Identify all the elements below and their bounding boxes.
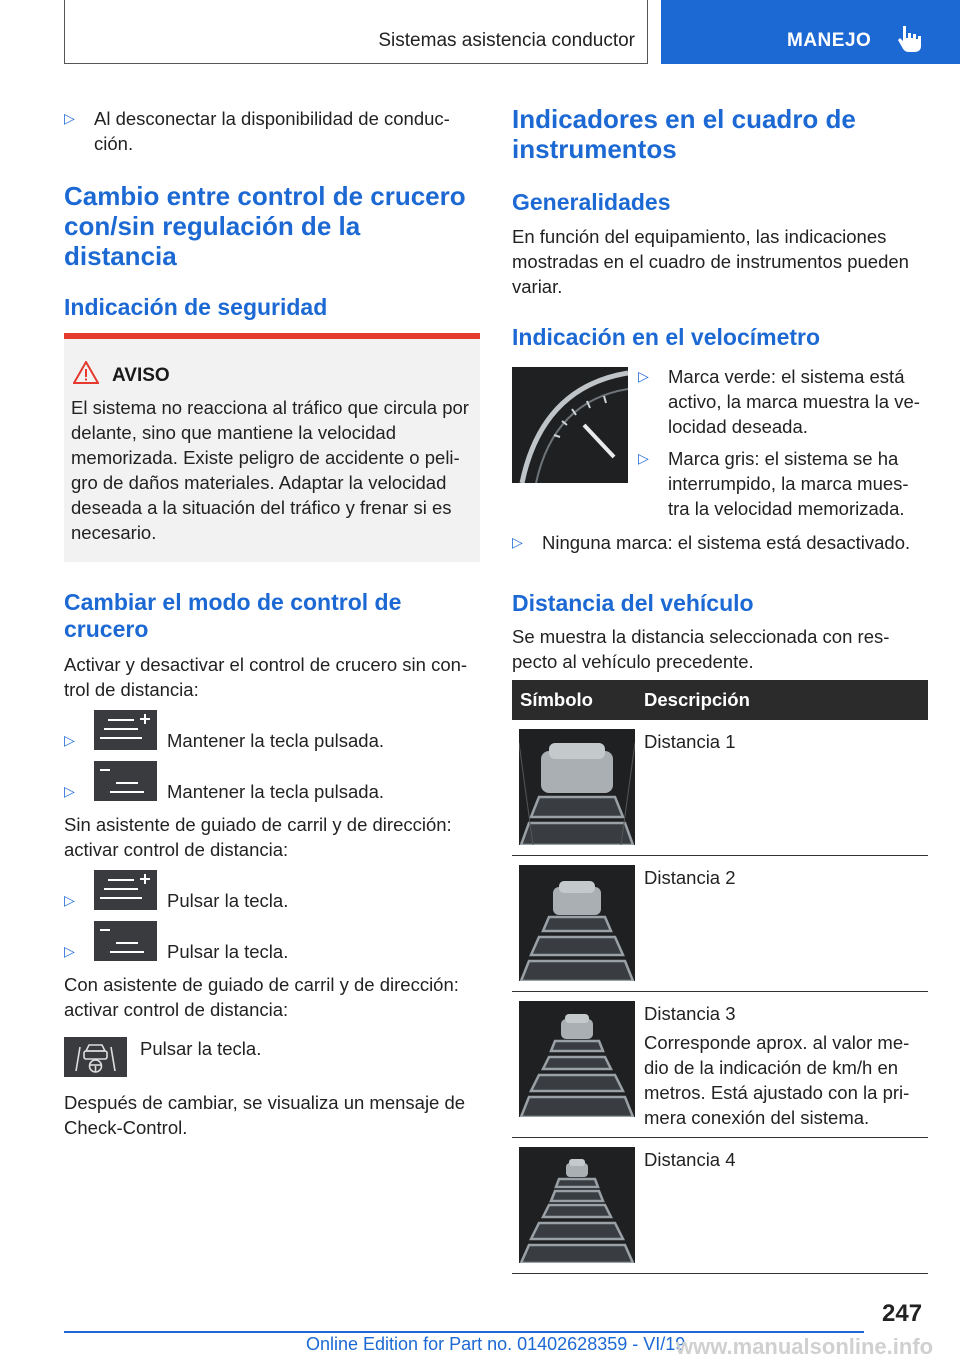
paragraph: Se muestra la distancia seleccionada con res-pecto al vehículo precedente. bbox=[512, 626, 890, 672]
warning-box bbox=[64, 333, 480, 562]
table-row bbox=[512, 1138, 928, 1274]
chapter-tab-label: MANEJO bbox=[787, 30, 872, 51]
item-text: Mantener la tecla pulsada. bbox=[167, 730, 384, 751]
subsection-heading: Cambiar el modo de control de crucero bbox=[64, 589, 402, 642]
section-heading: Indicadores en el cuadro de instrumentos bbox=[512, 104, 856, 164]
table-row bbox=[512, 720, 928, 856]
distance-2-image bbox=[519, 865, 635, 981]
header-section-box bbox=[64, 0, 648, 64]
bullet-text: Al desconectar la disponibilidad de conduc- ción. bbox=[94, 108, 450, 154]
row-note: Corresponde aprox. al valor me-dio de la indicación de km/h en metros. Está ajustado con la pri-mera conexión del sistema. bbox=[644, 1032, 910, 1128]
list-item bbox=[638, 446, 928, 521]
triangle-bullet-icon: ▷ bbox=[638, 368, 649, 384]
item-text: Pulsar la tecla. bbox=[167, 890, 289, 911]
row-title: Distancia 1 bbox=[644, 731, 736, 752]
column-header-symbol: Símbolo bbox=[520, 689, 593, 710]
footer-rule bbox=[64, 1331, 864, 1333]
distance-minus-button-icon bbox=[94, 921, 157, 961]
distance-1-image bbox=[519, 729, 635, 845]
warning-title: AVISO bbox=[112, 365, 170, 386]
triangle-bullet-icon: ▷ bbox=[64, 943, 75, 959]
column-header-description: Descripción bbox=[644, 689, 750, 710]
section-title: Sistemas asistencia conductor bbox=[378, 30, 635, 51]
paragraph: Activar y desactivar el control de crucero sin con-trol de distancia: bbox=[64, 654, 468, 700]
speedometer-image bbox=[512, 367, 628, 483]
chapter-tab[interactable] bbox=[661, 0, 960, 64]
triangle-bullet-icon: ▷ bbox=[64, 732, 75, 748]
subsection-heading: Generalidades bbox=[512, 189, 671, 215]
item-text: Pulsar la tecla. bbox=[167, 941, 289, 962]
page-number: 247 bbox=[882, 1300, 923, 1327]
distance-plus-button-icon bbox=[94, 870, 157, 910]
item-text: Pulsar la tecla. bbox=[140, 1038, 262, 1059]
warning-triangle-icon bbox=[73, 361, 99, 384]
paragraph: Sin asistente de guiado de carril y de dirección: activar control de distancia: bbox=[64, 814, 452, 860]
distance-4-image bbox=[519, 1147, 635, 1263]
subsection-heading: Indicación en el velocímetro bbox=[512, 324, 821, 350]
list-item bbox=[638, 364, 928, 439]
lane-assist-button-icon bbox=[64, 1037, 127, 1077]
watermark: www.manualsonline.info bbox=[676, 1334, 934, 1359]
row-title: Distancia 4 bbox=[644, 1149, 736, 1170]
distance-3-image bbox=[519, 1001, 635, 1117]
item-text: Mantener la tecla pulsada. bbox=[167, 781, 384, 802]
bullet-text: Marca verde: el sistema está activo, la marca muestra la ve-locidad deseada. bbox=[668, 366, 920, 437]
list-item bbox=[512, 530, 928, 555]
subsection-heading: Distancia del vehículo bbox=[512, 590, 754, 616]
paragraph: Con asistente de guiado de carril y de dirección: activar control de distancia: bbox=[64, 974, 459, 1020]
edition-text: Online Edition for Part no. 01402628359 - VI/19 bbox=[306, 1334, 686, 1354]
row-title: Distancia 2 bbox=[644, 867, 736, 888]
triangle-bullet-icon: ▷ bbox=[638, 450, 649, 466]
warning-text: El sistema no reacciona al tráfico que circula por delante, sino que mantiene la velocidad memorizada. Existe peligro de accidente o peli-gro de daños materiales. Adaptar la velocidad deseada a la situación del tráfico y frenar si es necesario. bbox=[71, 397, 469, 543]
steering-hand-icon bbox=[897, 24, 923, 54]
bullet-text: Ninguna marca: el sistema está desactivado. bbox=[542, 532, 911, 553]
bullet-text: Marca gris: el sistema se ha interrumpido, la marca mues-tra la velocidad memorizada. bbox=[668, 448, 909, 519]
speed-minus-button-icon bbox=[94, 761, 157, 801]
section-heading: Cambio entre control de crucero con/sin regulación de la distancia bbox=[64, 181, 466, 271]
triangle-bullet-icon: ▷ bbox=[64, 892, 75, 908]
table-row bbox=[512, 992, 928, 1138]
triangle-bullet-icon: ▷ bbox=[64, 110, 75, 126]
table-header bbox=[512, 680, 928, 720]
paragraph: Después de cambiar, se visualiza un mensaje de Check-Control. bbox=[64, 1092, 466, 1138]
list-item bbox=[64, 106, 480, 156]
row-title: Distancia 3 bbox=[644, 1003, 736, 1024]
triangle-bullet-icon: ▷ bbox=[512, 534, 523, 550]
subsection-heading: Indicación de seguridad bbox=[64, 294, 328, 320]
speed-plus-button-icon bbox=[94, 710, 157, 750]
triangle-bullet-icon: ▷ bbox=[64, 783, 75, 799]
paragraph: En función del equipamiento, las indicaciones mostradas en el cuadro de instrumentos pueden variar. bbox=[512, 226, 909, 297]
table-row bbox=[512, 856, 928, 992]
